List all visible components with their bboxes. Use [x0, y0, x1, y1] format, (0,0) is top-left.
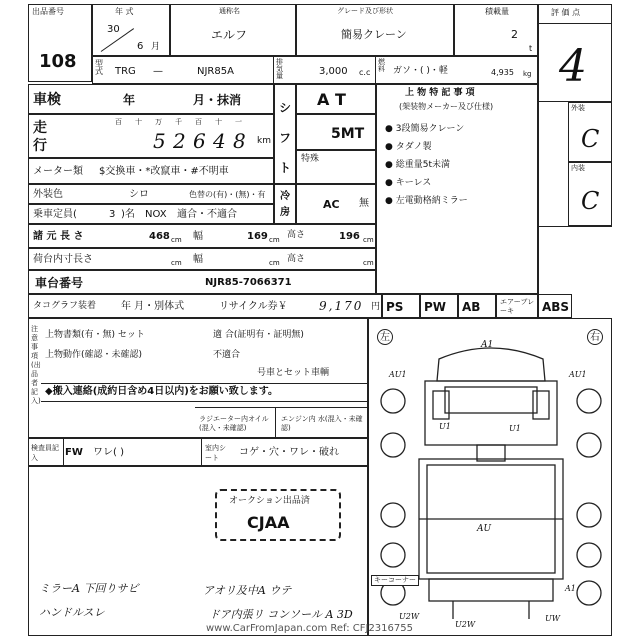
cargo-length-unit: cm — [171, 259, 182, 267]
ext-value: C — [581, 125, 600, 153]
capacity-cell — [454, 4, 538, 56]
vehicle-diagram — [368, 318, 612, 636]
at-cell — [296, 84, 376, 114]
feature-item: ● キーレス — [385, 178, 432, 188]
gross-unit: kg — [523, 70, 532, 78]
features-panel — [376, 84, 538, 294]
mark-a1-top: A1 — [481, 340, 494, 350]
diagram-right-label: 右 — [587, 329, 603, 345]
aircon-ac: AC — [323, 198, 340, 211]
shift-label: シフト — [279, 101, 292, 175]
width-unit: cm — [269, 236, 280, 244]
seats-row — [28, 204, 274, 224]
grade-cell — [296, 4, 454, 56]
option-label: PW — [424, 300, 447, 314]
chassis-label: 車台番号 — [35, 276, 84, 290]
stamp-line2: CJAA — [247, 513, 290, 532]
mark-au-bed: AU — [477, 524, 492, 534]
option-label: エアーブレーキ — [500, 298, 535, 315]
fuel-label: 燃料 — [378, 58, 385, 73]
recycle-label: リサイクル券￥ — [219, 301, 288, 312]
meter-row — [28, 158, 274, 184]
capacity-label: 積載量 — [485, 7, 509, 16]
mark-u1-left: U1 — [439, 422, 451, 431]
mark-u2w-left: U2W — [399, 612, 420, 621]
name-cell — [170, 4, 296, 56]
fuel-value: ガソ・( )・軽 — [393, 66, 448, 76]
height-value: 196 — [339, 231, 360, 242]
note-line3: アオリ及中A ウテ — [203, 584, 292, 597]
features-subtitle: (架装物メーカー及び仕様) — [399, 102, 494, 111]
displacement-unit: c.c — [359, 68, 371, 77]
docs-status: 適 合(証明有・証明無) — [213, 330, 304, 340]
recycle-value: 9,170 — [319, 299, 364, 313]
model-prefix: TRG — [115, 66, 136, 77]
note-line4: ドア内張リ コンソール A 3D — [209, 608, 353, 621]
meter-label: メーター類 — [33, 166, 83, 177]
chassis-row — [28, 270, 376, 294]
mileage-digit-header: 十 — [135, 118, 142, 126]
notes-area — [28, 466, 368, 636]
mileage-digit: 4 — [213, 129, 226, 153]
seats-label: 乗車定員( — [33, 209, 77, 220]
year-label: 年 式 — [115, 7, 134, 16]
width-value: 169 — [247, 231, 268, 242]
docs-check: 上物動作(確認・未確認) — [45, 350, 143, 360]
length-unit: cm — [171, 236, 182, 244]
seat-value: コゲ・穴・ワレ・破れ — [239, 447, 339, 458]
cargo-height-unit: cm — [363, 259, 374, 267]
height-unit: cm — [363, 236, 374, 244]
meter-value: $交換車・*改竄車・#不明車 — [99, 166, 229, 177]
feature-item: ● 総重量5t未満 — [385, 160, 450, 170]
features-title: 上 物 特 記 事 項 — [405, 88, 475, 98]
nox-value: 適合・不適合 — [177, 209, 237, 220]
tacho-label: タコグラフ装着 — [33, 301, 97, 311]
model-row — [92, 56, 538, 84]
note-line1: ミラーA 下回りサビ — [39, 582, 139, 595]
diagram-left-label: 左 — [377, 329, 393, 345]
int-cell — [568, 162, 612, 226]
score-label: 評 価 点 — [551, 8, 581, 17]
auction-stamp — [215, 489, 341, 541]
lot-number: 108 — [39, 51, 77, 72]
fw-value: ワレ( ) — [93, 447, 124, 458]
mileage-digit-header: 千 — [175, 118, 182, 126]
aircon-label-cell — [274, 184, 296, 224]
option-cell — [496, 294, 538, 318]
shift-cell — [274, 84, 296, 184]
feature-item: ● 左電動格納ミラー — [385, 196, 468, 206]
mileage-label: 走行 — [33, 120, 47, 154]
cargo-width-label: 幅 — [193, 254, 203, 265]
displacement-value: 3,000 — [319, 66, 348, 77]
year-cell — [92, 4, 170, 56]
option-label: PS — [386, 300, 404, 314]
capacity-value: 2 — [511, 28, 518, 41]
mileage-digit: 5 — [153, 129, 166, 153]
fw-label: FW — [65, 447, 83, 458]
inspection-month: 月・抹消 — [193, 93, 242, 107]
cargo-label: 荷台内寸長さ — [33, 254, 93, 265]
grade-value: 簡易クレーン — [341, 28, 407, 41]
option-cell — [382, 294, 420, 318]
special-cell — [296, 150, 376, 184]
mark-au1-right: AU1 — [569, 370, 587, 379]
radiator-note: ラジエーター内オイル(混入・未確認) — [199, 415, 269, 432]
displacement-label: 排気量 — [276, 58, 283, 80]
aircon-none: 無 — [359, 198, 369, 209]
seat-label: 室内シート — [205, 444, 226, 462]
lot-cell — [28, 4, 92, 82]
mark-a1-rear: A1 — [565, 584, 576, 593]
name-label: 通称名 — [219, 7, 240, 15]
option-cell — [420, 294, 458, 318]
key-corner-label: キーコーナー — [371, 575, 419, 586]
dimensions-row — [28, 224, 376, 248]
type-label: 型式 — [95, 59, 103, 76]
mileage-digit-header: 万 — [155, 118, 162, 126]
mt-cell — [296, 114, 376, 150]
option-label: AB — [462, 300, 481, 314]
option-cell — [458, 294, 496, 318]
score-cell — [538, 4, 612, 102]
color-label: 外装色 — [33, 189, 63, 200]
mileage-unit: km — [257, 136, 271, 146]
mark-au1-left: AU1 — [389, 370, 407, 379]
stamp-line1: オークション出品済 — [229, 496, 310, 506]
option-label: ABS — [542, 300, 570, 314]
seats-value: 3 — [109, 209, 116, 220]
inspection-label: 車検 — [33, 92, 61, 108]
mark-u2w-center: U2W — [455, 620, 476, 629]
int-value: C — [581, 187, 600, 215]
special-label: 特殊 — [301, 154, 320, 164]
ext-cell — [568, 102, 612, 162]
shift-mt: 5MT — [331, 126, 365, 142]
gross-weight: 4,935 — [491, 68, 514, 77]
truck-outline-icon — [369, 319, 613, 637]
color-row — [28, 184, 274, 204]
aircon-cell — [296, 184, 376, 224]
grade-label: グレード及び形状 — [337, 7, 393, 15]
inspection-year: 年 — [123, 93, 136, 107]
inspection-row — [28, 84, 274, 114]
mileage-digit-header: 一 — [235, 118, 242, 126]
tacho-row — [28, 294, 382, 318]
year-value: 30 — [107, 24, 120, 35]
mileage-digit-header: 百 — [195, 118, 202, 126]
shift-at: A T — [317, 90, 346, 109]
score-value: 4 — [559, 41, 587, 92]
name-value: エルフ — [211, 28, 248, 42]
month-value: 6 — [137, 41, 144, 52]
set-note: 号車とセット車輌 — [257, 368, 330, 378]
checker-row — [28, 438, 368, 466]
footer-credit: www.CarFromJapan.com Ref: CFJ2316755 — [206, 623, 413, 634]
chassis-value: NJR85-7066371 — [205, 277, 292, 288]
docs-label: 上物書類(有・無) セット — [45, 330, 145, 340]
mileage-digit: 8 — [233, 129, 246, 153]
nox-label: NOX — [145, 209, 167, 220]
model-dash: — — [153, 66, 163, 77]
note-line2: ハンドルスレ — [39, 606, 105, 619]
mark-uw-right: UW — [545, 614, 560, 623]
mark-u1-right: U1 — [509, 424, 521, 433]
option-cell — [538, 294, 572, 318]
int-label: 内装 — [571, 164, 585, 172]
length-label: 諸 元 長 さ — [33, 231, 84, 242]
docs-status2: 不適合 — [213, 350, 241, 360]
length-value: 468 — [149, 231, 170, 242]
ext-label: 外装 — [571, 104, 585, 112]
recycle-suffix: 円 — [371, 302, 381, 312]
mileage-digit-header: 十 — [215, 118, 222, 126]
width-label: 幅 — [193, 231, 203, 242]
feature-item: ● タダノ製 — [385, 142, 432, 152]
cargo-row — [28, 248, 376, 270]
feature-item: ● 3段簡易クレーン — [385, 124, 465, 134]
tacho-text: 年 月・別体式 — [121, 301, 185, 312]
capacity-unit: t — [529, 44, 533, 53]
mileage-digit: 2 — [173, 129, 186, 153]
month-suffix: 月 — [151, 42, 161, 52]
seats-suffix: )名 — [121, 209, 135, 220]
color-change: 色替の(有)・(無)・有 — [189, 190, 266, 199]
aircon-label: 冷房 — [280, 191, 290, 218]
goods-section — [28, 318, 368, 438]
mileage-row — [28, 114, 274, 158]
cargo-width-unit: cm — [269, 259, 280, 267]
color-value: シロ — [129, 189, 149, 200]
mileage-digit-header: 百 — [115, 118, 122, 126]
height-label: 高さ — [287, 230, 306, 240]
goods-side-label: 注意事項(出品者記入) — [31, 325, 41, 405]
mileage-digit: 6 — [193, 129, 206, 153]
model-code: NJR85A — [197, 66, 234, 77]
cargo-height-label: 高さ — [287, 254, 306, 264]
warning-text: ◆搬入連絡(成約日含め4日以内)をお願い致します。 — [45, 386, 278, 397]
options-row — [382, 294, 572, 318]
checker-label: 検査員記入 — [31, 444, 59, 462]
engine-note: エンジン内 水(混入・未確認) — [281, 415, 363, 432]
lot-label: 出品番号 — [32, 7, 64, 16]
